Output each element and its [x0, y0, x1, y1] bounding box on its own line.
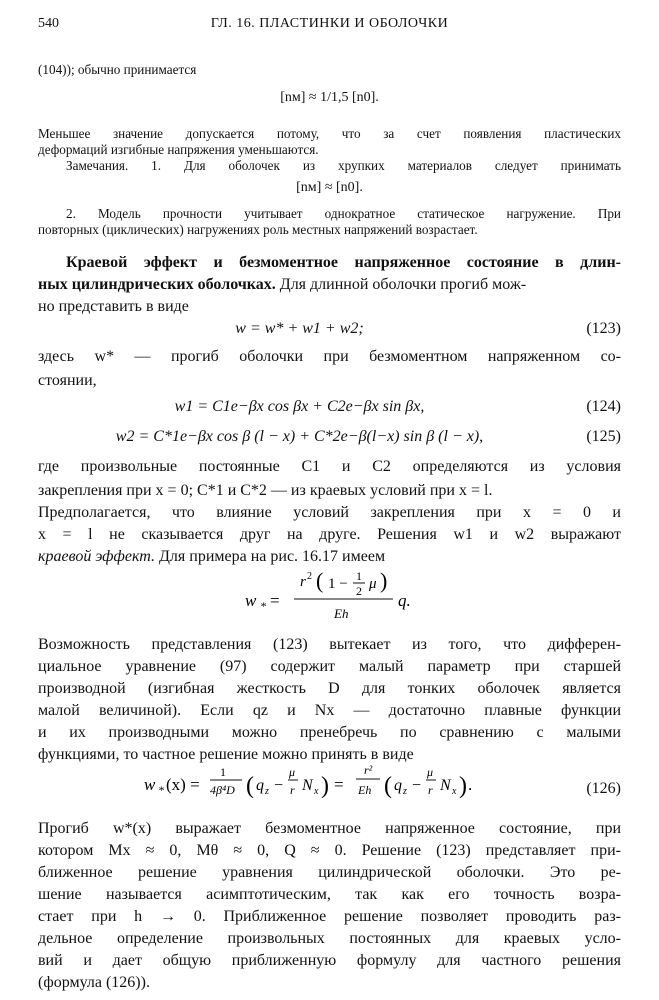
paragraph-line: циальное уравнение (97) содержит малый параметр при старшей — [38, 658, 621, 675]
svg-text:1 −: 1 − — [328, 576, 348, 592]
svg-text:−: − — [412, 777, 422, 794]
term-edge-effect: краевой эффект. — [38, 548, 156, 565]
paragraph-line: шение называется асимптотическим, так как его точность возра- — [38, 886, 621, 903]
svg-text:(: ( — [384, 773, 392, 799]
paragraph-line: Предполагается, что влияние условий закрепления при x = 0 и — [38, 504, 621, 521]
equation-125-body: w2 = C*1e−βx cos β (l − x) + C*2e−β(l−x) sin β (l − x), — [115, 428, 484, 445]
svg-text:): ) — [380, 568, 388, 593]
svg-text:z: z — [403, 786, 407, 797]
running-title: ГЛ. 16. ПЛАСТИНКИ И ОБОЛОЧКИ — [210, 16, 449, 31]
svg-text:x: x — [452, 786, 457, 797]
svg-text:Eh: Eh — [358, 783, 372, 797]
paragraph-line: здесь w* — прогиб оболочки при безмоментном напряженном со- — [38, 348, 621, 365]
paragraph-line: малой величиной). Если qz и Nx — достаточно плавные функции — [38, 702, 621, 719]
paragraph-line: стает при h → 0. Приближенное решение позволяет проводить раз- — [38, 908, 621, 925]
equation-number: (124) — [586, 398, 621, 415]
svg-text:2: 2 — [356, 584, 362, 598]
svg-text:q.: q. — [398, 591, 411, 610]
svg-text:): ) — [321, 773, 329, 799]
remarks-line: Замечания. 1. Для оболочек из хрупких материалов следует принимать — [66, 158, 621, 173]
svg-text:(: ( — [316, 568, 324, 593]
svg-text:1: 1 — [356, 569, 362, 583]
small-text-line: деформаций изгибные напряжения уменьшаются. — [38, 142, 319, 157]
svg-text:): ) — [459, 773, 467, 799]
small-text-line: 2. Модель прочности учитывает однократное статическое нагружение. При — [66, 206, 621, 221]
svg-text:4β⁴D: 4β⁴D — [210, 783, 235, 797]
section-title: Краевой эффект и безмоментное напряженное состояние в длин- — [66, 254, 621, 271]
small-text-line: (104)); обычно принимается — [38, 62, 197, 77]
svg-text:μ: μ — [289, 765, 296, 779]
svg-text:N: N — [302, 777, 313, 794]
paragraph-line: производной (изгибная жесткость D для тонких оболочек является — [38, 680, 621, 697]
svg-text:μ: μ — [427, 765, 434, 779]
formula-n-m: [nм] ≈ 1/1,5 [n0]. — [280, 90, 379, 105]
svg-text:r: r — [290, 783, 295, 797]
equation-126 — [38, 760, 621, 810]
svg-text:2: 2 — [307, 571, 312, 582]
section-title-end: ных цилиндрических оболочках. — [38, 276, 276, 293]
svg-text:r²: r² — [364, 763, 373, 777]
section-title-cont — [38, 274, 621, 296]
svg-text:Eh: Eh — [334, 606, 349, 621]
svg-text:(: ( — [246, 773, 254, 799]
svg-text:μ: μ — [369, 576, 377, 592]
svg-text:N: N — [440, 777, 451, 794]
svg-text:*: * — [158, 783, 164, 797]
equation-wstar-render — [38, 566, 621, 626]
equation-123-body: w = w* + w1 + w2; — [235, 320, 364, 337]
svg-text:r: r — [300, 574, 306, 590]
svg-text:r: r — [428, 783, 433, 797]
paragraph-line: котором Mx ≈ 0, Mθ ≈ 0, Q ≈ 0. Решение (123) представляет при- — [38, 842, 621, 859]
paragraph-line: где произвольные постоянные C1 и C2 определяются из условия — [38, 458, 621, 475]
paragraph-line: Прогиб w*(x) выражает безмоментное напряженное состояние, при — [38, 820, 621, 837]
svg-text:w: w — [144, 775, 156, 794]
paragraph-line: закрепления при x = 0; C*1 и C*2 — из краевых условий при x = l. — [38, 482, 493, 499]
svg-text:z: z — [265, 786, 269, 797]
paragraph-start: Для длинной оболочки прогиб мож- — [275, 276, 527, 293]
svg-text:x: x — [314, 786, 319, 797]
equation-124-body: w1 = C1e−βx cos βx + C2e−βx sin βx, — [174, 398, 425, 415]
svg-text:−: − — [274, 777, 284, 794]
svg-text:q: q — [394, 777, 402, 794]
paragraph-line: x = l не сказывается друг на друге. Решения w1 и w2 выражают — [38, 526, 621, 543]
paragraph-line: ближенное решение уравнения цилиндрической оболочки. Это ре- — [38, 864, 621, 881]
small-text-line: Меньшее значение допускается потому, что за счет появления пластических — [38, 126, 621, 141]
paragraph-line: стоянии, — [38, 372, 97, 389]
equation-wstar — [38, 566, 621, 622]
svg-text:=: = — [270, 591, 280, 610]
equation-126-render — [38, 760, 558, 810]
svg-text:1: 1 — [220, 765, 226, 779]
page-header — [38, 16, 621, 38]
paragraph-line: Возможность представления (123) вытекает из того, что дифферен- — [38, 636, 621, 653]
svg-text:w: w — [245, 591, 257, 610]
paragraph-text: Для примера на рис. 16.17 имеем — [155, 548, 386, 565]
formula-n-m-brittle: [nм] ≈ [n0]. — [296, 180, 363, 195]
svg-text:.: . — [468, 775, 473, 794]
paragraph-line: функциями, то частное решение можно принять в виде — [38, 746, 414, 763]
paragraph-line — [38, 546, 621, 568]
paragraph-line: и их производными можно пренебречь по сравнению с малыми — [38, 724, 621, 741]
paragraph-line: дельное определение произвольных постоянных для краевых усло- — [38, 930, 621, 947]
svg-text:=: = — [334, 775, 344, 794]
paragraph-line: но представить в виде — [38, 298, 189, 315]
small-text-line: повторных (циклических) нагружениях роль местных напряжений возрастает. — [38, 222, 478, 237]
svg-text:*: * — [260, 599, 266, 613]
equation-number: (123) — [586, 320, 621, 337]
svg-text:(x) =: (x) = — [166, 775, 200, 794]
paragraph-line: вий и дает общую приближенную формулу для частного решения — [38, 952, 621, 969]
svg-text:q: q — [256, 777, 264, 794]
paragraph-line: (формула (126)). — [38, 974, 150, 991]
page-number: 540 — [38, 16, 59, 31]
equation-number: (125) — [586, 428, 621, 445]
equation-number: (126) — [586, 780, 621, 797]
